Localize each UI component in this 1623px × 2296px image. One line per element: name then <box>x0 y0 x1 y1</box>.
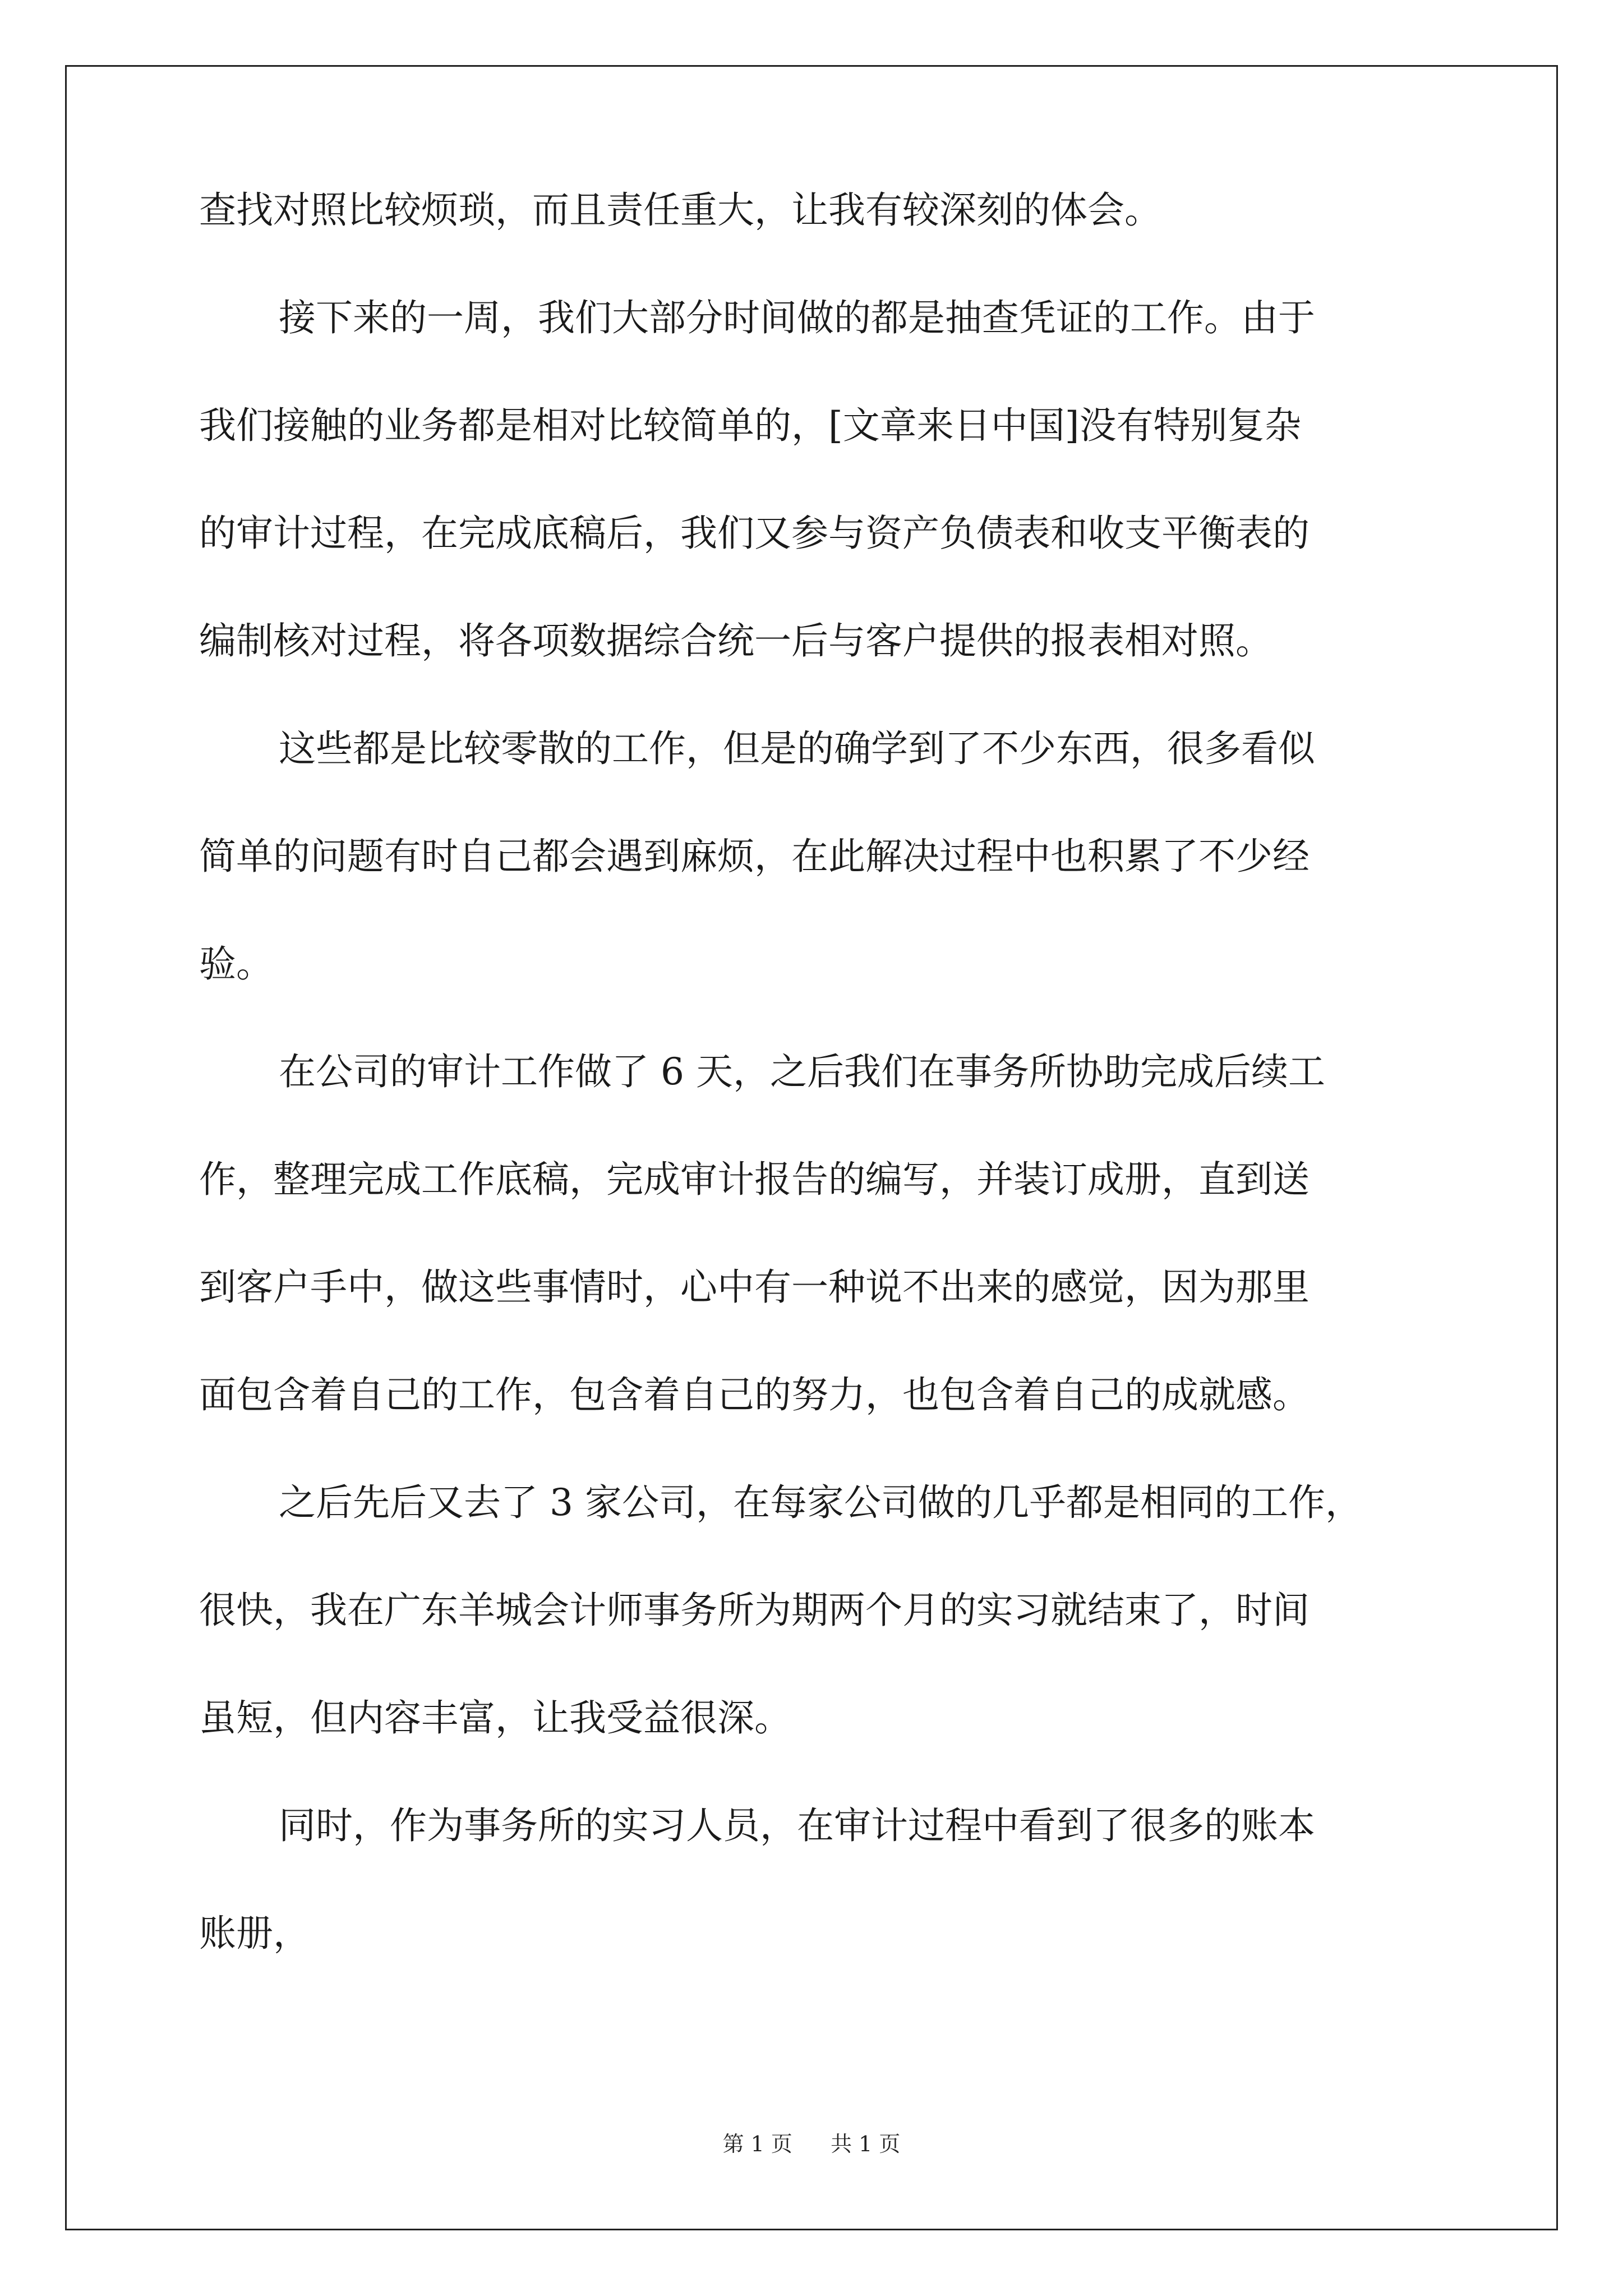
text-line: 验。 <box>199 942 273 986</box>
text-line: 作，整理完成工作底稿，完成审计报告的编写，并装订成册，直到送 <box>199 1158 1310 1201</box>
text-line: 的审计过程，在完成底稿后，我们又参与资产负债表和收支平衡表的 <box>199 512 1310 555</box>
text-line: 到客户手中，做这些事情时，心中有一种说不出来的感觉，因为那里 <box>199 1266 1310 1309</box>
text-line: 我们接触的业务都是相对比较简单的，[文章来日中国]没有特别复杂 <box>199 404 1302 447</box>
text-line: 简单的问题有时自己都会遇到麻烦，在此解决过程中也积累了不少经 <box>199 835 1310 878</box>
page-footer <box>0 2132 1623 2156</box>
text-line: 编制核对过程，将各项数据综合统一后与客户提供的报表相对照。 <box>199 619 1272 662</box>
text-line: 这些都是比较零散的工作，但是的确学到了不少东西，很多看似 <box>279 727 1315 770</box>
page-number: 第 1 页 <box>722 2132 792 2156</box>
text-line: 账册， <box>199 1912 310 1955</box>
page-total: 共 1 页 <box>831 2132 901 2156</box>
document-body <box>199 188 1433 2023</box>
text-line: 虽短，但内容丰富，让我受益很深。 <box>199 1696 791 1740</box>
text-line: 在公司的审计工作做了 6 天，之后我们在事务所协助完成后续工 <box>279 1050 1325 1093</box>
text-line: 查找对照比较烦琐，而且责任重大，让我有较深刻的体会。 <box>199 188 1161 232</box>
text-line: 面包含着自己的工作，包含着自己的努力，也包含着自己的成就感。 <box>199 1373 1310 1416</box>
text-line: 同时，作为事务所的实习人员，在审计过程中看到了很多的账本 <box>279 1804 1315 1847</box>
text-line: 很快，我在广东羊城会计师事务所为期两个月的实习就结束了，时间 <box>199 1589 1310 1632</box>
text-line: 之后先后又去了 3 家公司，在每家公司做的几乎都是相同的工作， <box>279 1481 1362 1524</box>
text-line: 接下来的一周，我们大部分时间做的都是抽查凭证的工作。由于 <box>279 296 1315 339</box>
